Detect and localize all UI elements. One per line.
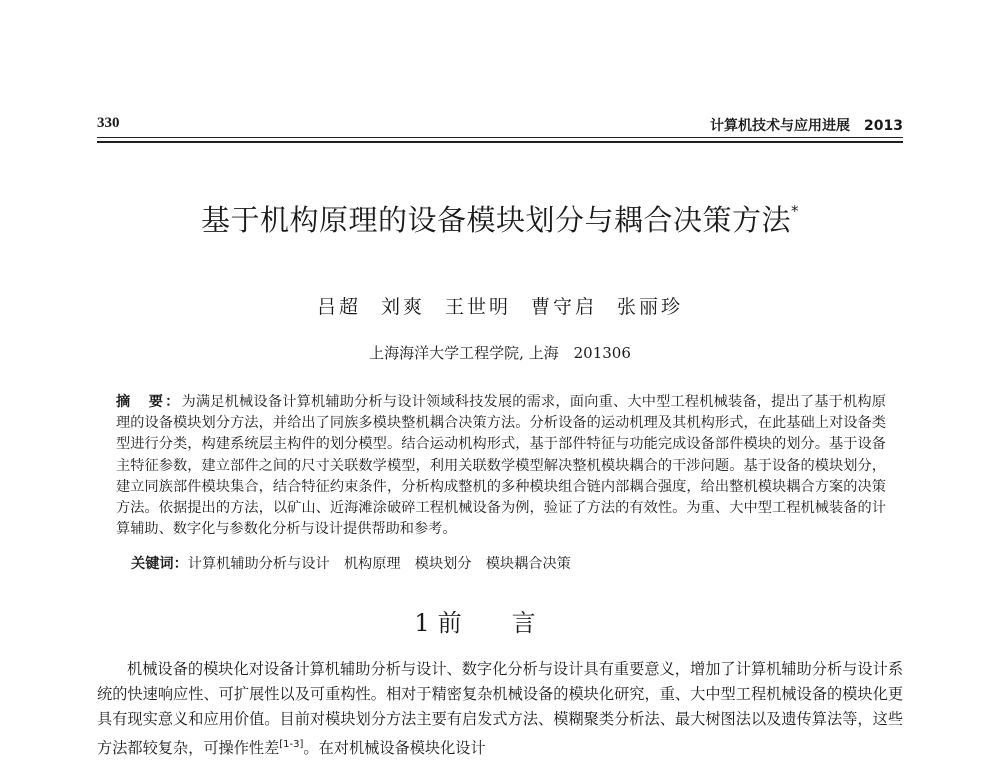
- section-title: 前言: [437, 609, 586, 637]
- header-rule-thin: [97, 137, 903, 138]
- author-name: 曹守启: [531, 296, 598, 318]
- author-name: 张丽珍: [617, 296, 684, 318]
- keywords-label: 关键词：: [131, 556, 188, 572]
- header-rule-thick: [97, 141, 903, 143]
- body-paragraph: [97, 657, 903, 761]
- title-footnote-mark: *: [791, 202, 799, 220]
- abstract-text: 为满足机械设备计算机辅助分析与设计领域科技发展的需求，面向重、大中型工程机械装备，提出了基于机构原理的设备模块划分方法，并给出了同族多模块整机耦合决策方法。分析设备的运动机理及其机构形式，在此基础上对设备类型进行分类，构建系统层主构件的划分模型。结合运动机构形式，基于部件特征与功能完成设备部件模块的划分。基于设备主特征参数，建立部件之间的尺寸关联数学模型，利用关联数学模型解决整机模块耦合的干涉问题。基于设备的模块划分，建立同族部件模块集合，结合特征约束条件，分析构成整机的多种模块组合链内部耦合强度，给出整机模块耦合方案的决策方法。依据提出的方法，以矿山、近海滩涂破碎工程机械设备为例，验证了方法的有效性。为重、大中型工程机械装备的计算辅助、数字化与参数化分析与设计提供帮助和参考。: [116, 394, 886, 538]
- page-number: 330: [97, 115, 120, 131]
- keywords: [131, 553, 891, 575]
- paper-title: [0, 198, 1000, 239]
- abstract-label: 摘 要：: [116, 394, 182, 410]
- author-name: 王世明: [444, 296, 511, 318]
- author-name: 吕超: [316, 296, 361, 318]
- citation-ref: [1-3]: [279, 739, 304, 750]
- affiliation: 上海海洋大学工程学院, 上海 201306: [369, 344, 631, 362]
- journal-name: 计算机技术与应用进展 2013: [710, 118, 903, 134]
- author-name: 刘爽: [380, 296, 425, 318]
- section-number: 1: [414, 609, 434, 637]
- body-text-main: 机械设备的模块化对设备计算机辅助分析与设计、数字化分析与设计具有重要意义，增加了计算机辅助分析与设计系统的快速响应性、可扩展性以及可重构性。相对于精密复杂机械设备的模块化研究，重、大中型工程机械设备的模块化更具有现实意义和应用价值。目前对模块划分方法主要有启发式方法、模糊聚类分析法、最大树图法以及遗传算法等，这些方法都较复杂，可操作性差: [97, 660, 903, 757]
- paper-title-text: 基于机构原理的设备模块划分与耦合决策方法: [200, 203, 791, 237]
- author-list: [0, 292, 1000, 319]
- running-header: [97, 113, 903, 133]
- keywords-text: 计算机辅助分析与设计 机构原理 模块划分 模块耦合决策: [187, 556, 571, 572]
- abstract: [116, 392, 886, 540]
- section-heading: [0, 603, 1000, 638]
- body-text-tail: 。在对机械设备模块化设计: [303, 739, 486, 757]
